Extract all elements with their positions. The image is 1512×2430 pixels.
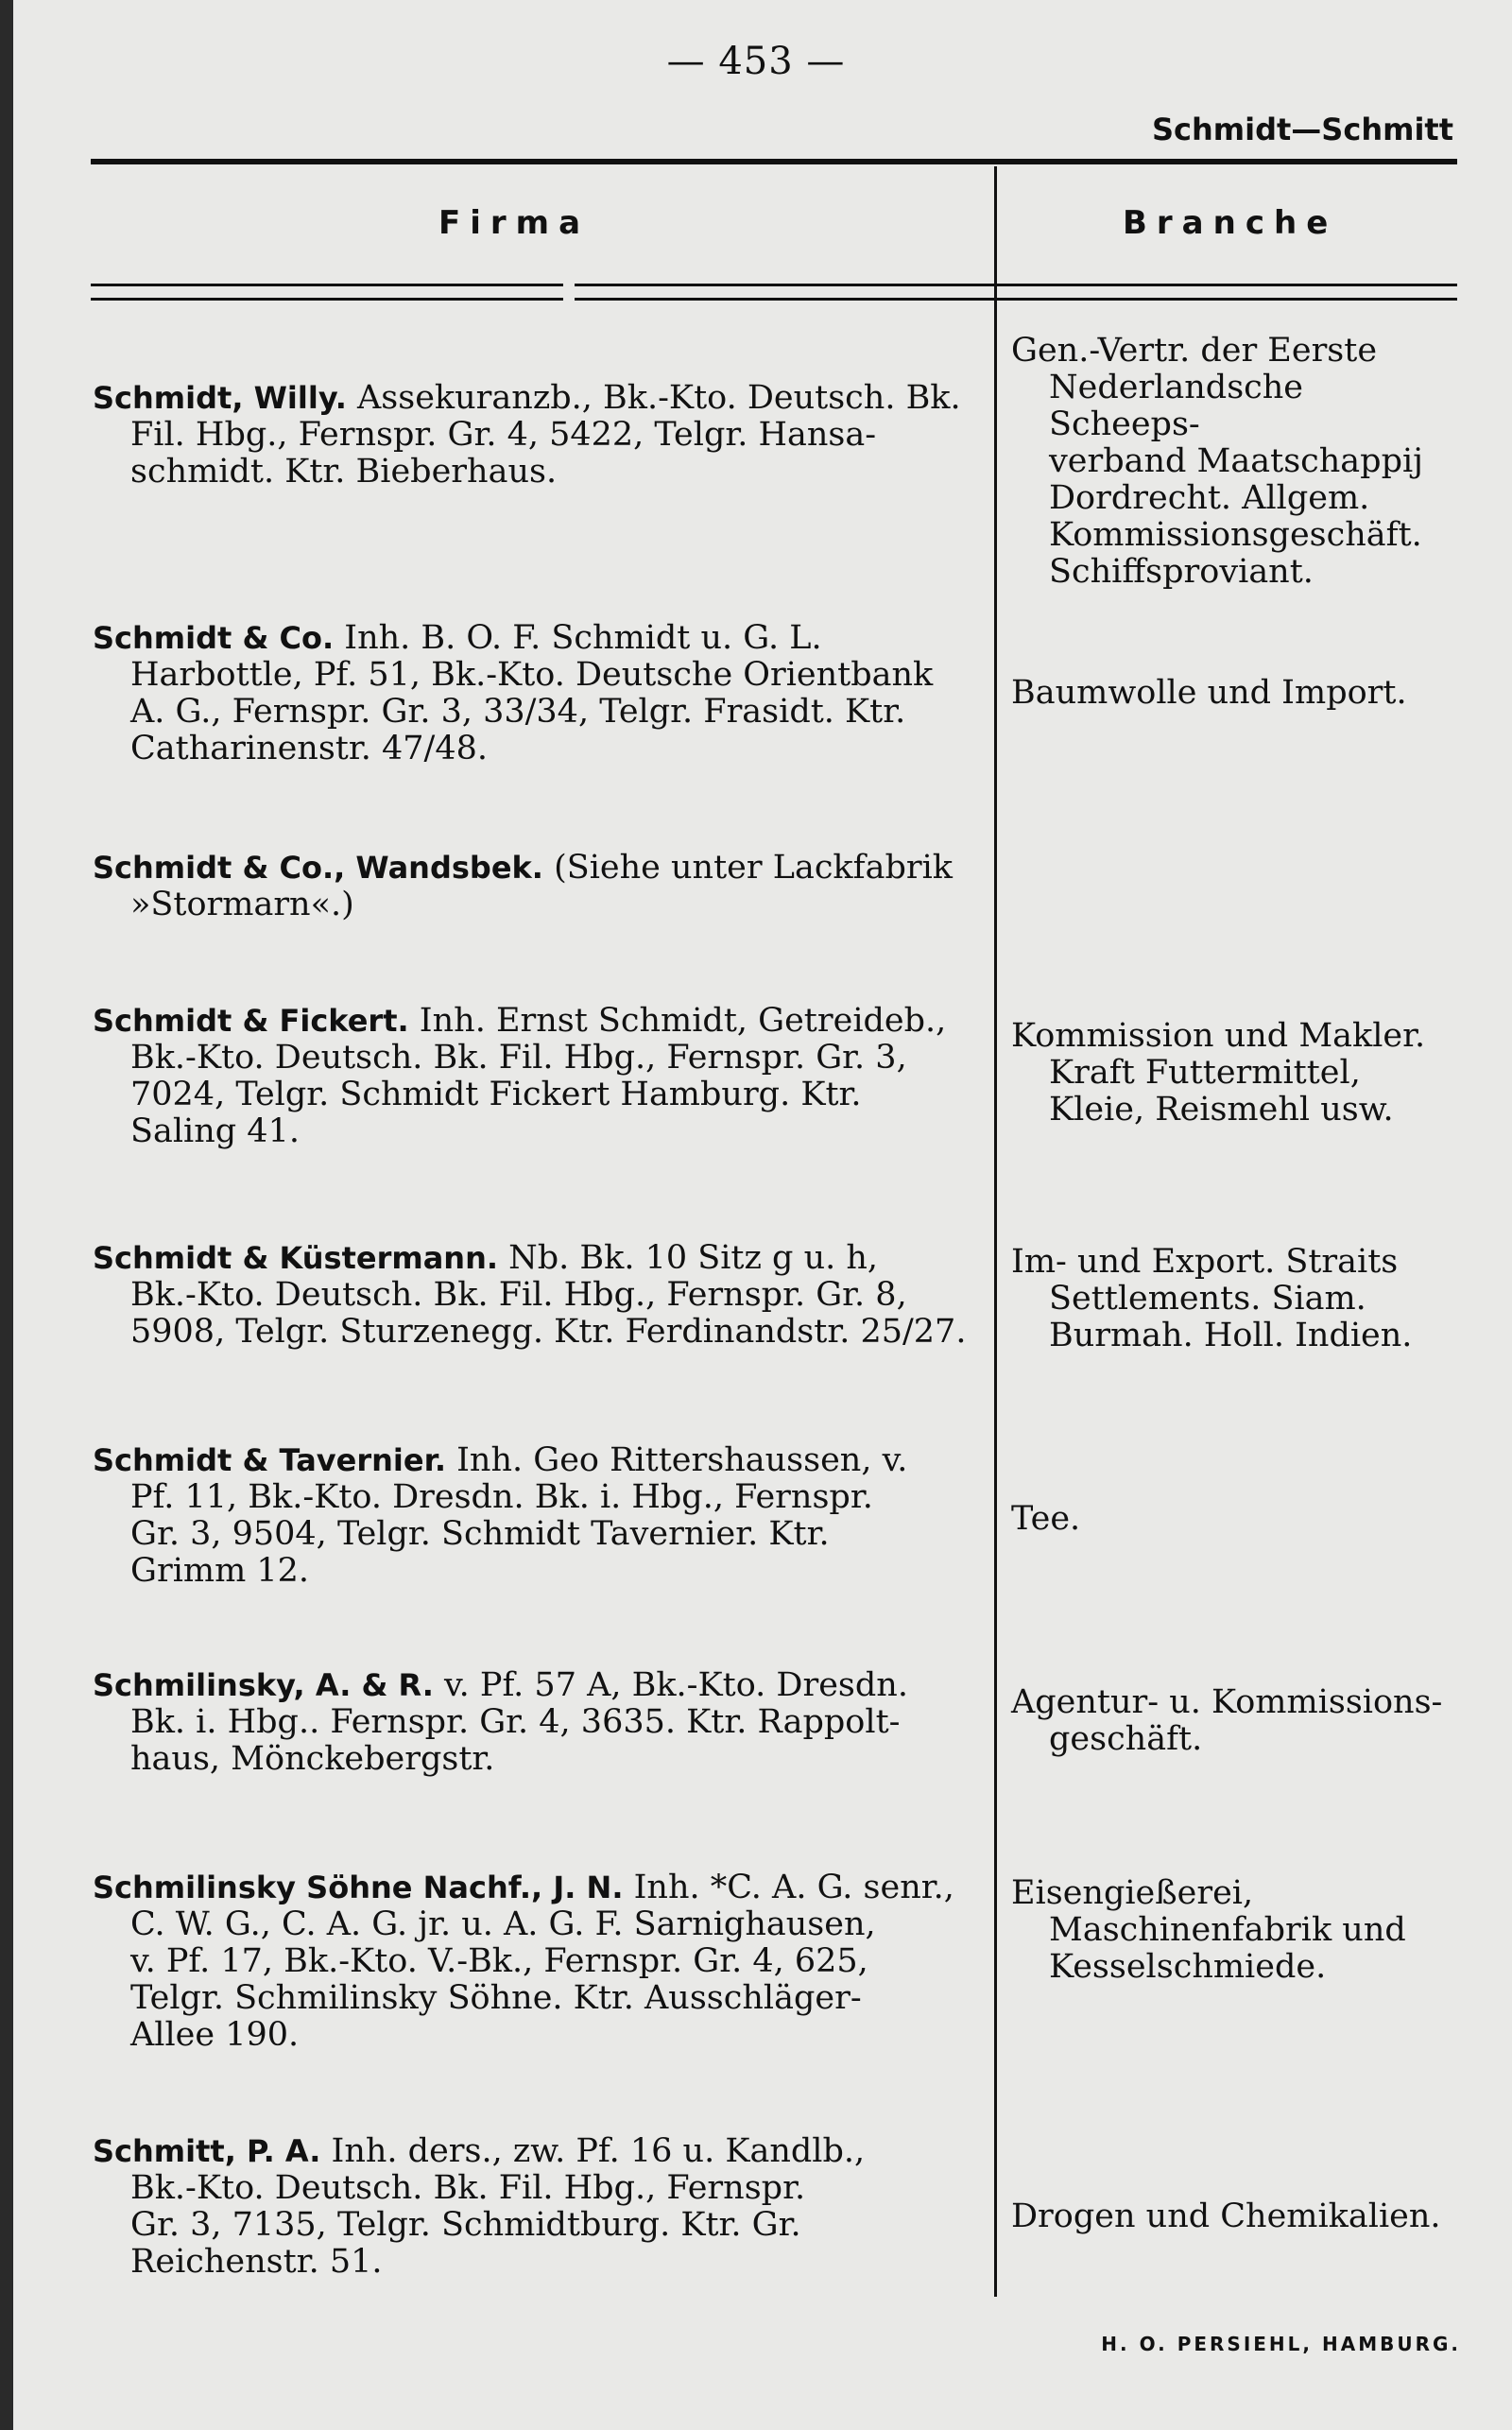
entry-line: Bk.-Kto. Deutsch. Bk. Fil. Hbg., Fernspr. Gr. 3, — [130, 1039, 907, 1077]
entry-line: Bk.-Kto. Deutsch. Bk. Fil. Hbg., Fernspr. — [130, 2169, 806, 2207]
branche-schmidt-co — [1011, 675, 1463, 712]
page-binding-edge — [0, 0, 13, 2430]
branche-line: Kesselschmiede. — [1049, 1948, 1327, 1986]
entry-line: Bk. i. Hbg.. Fernspr. Gr. 4, 3635. Ktr. Rappolt- — [130, 1703, 901, 1741]
entry-line: Gr. 3, 9504, Telgr. Schmidt Tavernier. Ktr. — [130, 1515, 830, 1553]
entry-line: Schmidt, Willy. Assekuranzb., Bk.-Kto. Deutsch. Bk. — [93, 379, 961, 417]
entry-line: Schmidt & Fickert. Inh. Ernst Schmidt, Getreideb., — [93, 1002, 947, 1040]
printer-imprint: H. O. PERSIEHL, HAMBURG. — [1101, 2333, 1461, 2355]
entry-line: Schmilinsky Söhne Nachf., J. N. Inh. *C. A. G. senr., — [93, 1869, 954, 1906]
entry-schmidt-tavernier — [93, 1442, 987, 1590]
column-header-branche: Branche — [1123, 204, 1338, 242]
entry-line: Schmidt & Co., Wandsbek. (Siehe unter Lackfabrik — [93, 849, 953, 887]
firm-name: Schmidt & Tavernier. — [93, 1442, 446, 1478]
entry-line: Bk.-Kto. Deutsch. Bk. Fil. Hbg., Fernspr. Gr. 8, — [130, 1276, 907, 1314]
header-double-rule — [91, 284, 563, 301]
branche-schmidt-tavernier — [1011, 1501, 1463, 1538]
firm-name: Schmidt, Willy. — [93, 380, 347, 416]
entry-line: Catharinenstr. 47/48. — [130, 730, 488, 767]
running-head: Schmidt—Schmitt — [1151, 112, 1453, 147]
branche-line: Kraft Futtermittel, — [1049, 1054, 1361, 1092]
firm-name: Schmilinsky, A. & R. — [93, 1667, 434, 1703]
branche-line: Settlements. Siam. — [1049, 1280, 1366, 1318]
firm-name: Schmidt & Co., Wandsbek. — [93, 850, 543, 886]
entry-line: Schmidt & Tavernier. Inh. Geo Rittershaussen, v. — [93, 1441, 908, 1479]
branche-line: Kleie, Reismehl usw. — [1049, 1091, 1394, 1129]
entry-line: 7024, Telgr. Schmidt Fickert Hamburg. Ktr. — [130, 1076, 862, 1113]
entry-schmidt-fickert — [93, 1003, 987, 1150]
entry-line: 5908, Telgr. Sturzenegg. Ktr. Ferdinandstr. 25/27. — [130, 1313, 967, 1351]
header-double-rule — [575, 284, 1457, 301]
entry-line: schmidt. Ktr. Bieberhaus. — [130, 453, 558, 491]
branche-line: geschäft. — [1049, 1720, 1203, 1758]
entry-line: Grimm 12. — [130, 1552, 310, 1590]
entry-line: v. Pf. 17, Bk.-Kto. V.-Bk., Fernspr. Gr. 4, 625, — [130, 1942, 868, 1980]
branche-line: Dordrecht. Allgem. — [1049, 479, 1370, 517]
entry-schmidt-co — [93, 620, 987, 767]
branche-line: Im- und Export. Straits — [1011, 1243, 1399, 1281]
page-number: — 453 — — [666, 40, 846, 83]
entry-schmitt-pa — [93, 2133, 987, 2281]
branche-schmilinsky-soehne — [1011, 1875, 1463, 1986]
entry-line: Schmidt & Co. Inh. B. O. F. Schmidt u. G. L. — [93, 619, 822, 657]
branche-line: Maschinenfabrik und — [1049, 1911, 1406, 1949]
entry-schmidt-co-wandsbek — [93, 850, 987, 923]
column-divider — [994, 166, 997, 2297]
entry-schmidt-kuestermann — [93, 1240, 987, 1351]
entry-line: Harbottle, Pf. 51, Bk.-Kto. Deutsche Orientbank — [130, 656, 934, 694]
header-rule — [91, 159, 1457, 164]
branche-schmidt-willy — [1011, 333, 1463, 591]
branche-line: Gen.-Vertr. der Eerste — [1011, 332, 1378, 370]
branche-line: Nederlandsche Scheeps- — [1049, 369, 1304, 443]
entry-line: Schmitt, P. A. Inh. ders., zw. Pf. 16 u. Kandlb., — [93, 2132, 866, 2170]
entry-line: »Stormarn«.) — [130, 886, 354, 923]
entry-line: Telgr. Schmilinsky Söhne. Ktr. Ausschläger- — [130, 1979, 862, 2017]
branche-schmidt-kuestermann — [1011, 1244, 1463, 1354]
branche-line: Baumwolle und Import. — [1011, 674, 1407, 712]
entry-line: Allee 190. — [130, 2016, 300, 2054]
branche-line: Kommission und Makler. — [1011, 1017, 1426, 1055]
branche-line: Tee. — [1011, 1500, 1081, 1538]
entry-line: C. W. G., C. A. G. jr. u. A. G. F. Sarnighausen, — [130, 1905, 876, 1943]
branche-line: Burmah. Holl. Indien. — [1049, 1317, 1413, 1354]
entry-line: Gr. 3, 7135, Telgr. Schmidtburg. Ktr. Gr. — [130, 2206, 801, 2244]
entry-line: haus, Mönckebergstr. — [130, 1740, 495, 1778]
branche-line: Kommissionsgeschäft. — [1049, 516, 1422, 554]
branche-line: Drogen und Chemikalien. — [1011, 2197, 1441, 2235]
entry-line: Saling 41. — [130, 1112, 300, 1150]
entry-line: Schmilinsky, A. & R. v. Pf. 57 A, Bk.-Kto. Dresdn. — [93, 1666, 908, 1704]
entry-line: Schmidt & Küstermann. Nb. Bk. 10 Sitz g u. h, — [93, 1239, 879, 1277]
entry-line: Reichenstr. 51. — [130, 2243, 383, 2281]
branche-line: Eisengießerei, — [1011, 1874, 1254, 1912]
branche-schmitt-pa — [1011, 2198, 1463, 2235]
firm-name: Schmitt, P. A. — [93, 2133, 321, 2169]
entry-line: A. G., Fernspr. Gr. 3, 33/34, Telgr. Frasidt. Ktr. — [130, 693, 906, 731]
firm-name: Schmidt & Küstermann. — [93, 1240, 498, 1276]
entry-schmilinsky-soehne — [93, 1870, 987, 2054]
branche-line: verband Maatschappij — [1049, 442, 1424, 480]
firm-name: Schmidt & Fickert. — [93, 1003, 409, 1039]
branche-schmilinsky-a-r — [1011, 1684, 1463, 1758]
branche-schmidt-fickert — [1011, 1018, 1463, 1129]
entry-schmidt-willy — [93, 380, 987, 491]
entry-schmilinsky-a-r — [93, 1667, 987, 1778]
entry-line: Pf. 11, Bk.-Kto. Dresdn. Bk. i. Hbg., Fernspr. — [130, 1478, 873, 1516]
firm-name: Schmilinsky Söhne Nachf., J. N. — [93, 1870, 624, 1905]
entry-line: Fil. Hbg., Fernspr. Gr. 4, 5422, Telgr. Hansa- — [130, 416, 877, 454]
column-header-firma: Firma — [438, 204, 591, 242]
branche-line: Schiffsproviant. — [1049, 553, 1314, 591]
firm-name: Schmidt & Co. — [93, 620, 335, 656]
branche-line: Agentur- u. Kommissions- — [1011, 1683, 1443, 1721]
